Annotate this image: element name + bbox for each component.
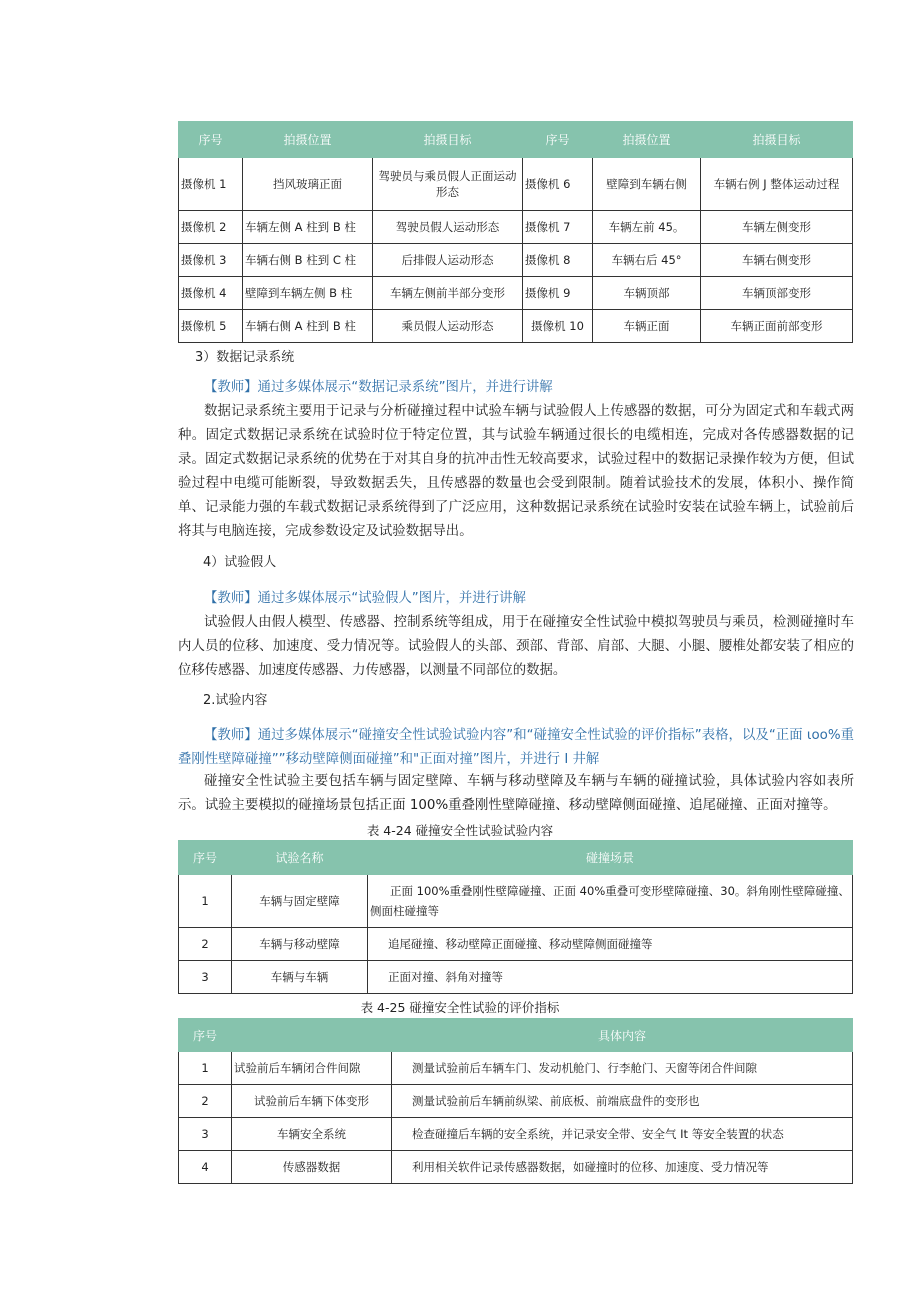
col-header: 碰撞场景 <box>368 841 853 875</box>
teacher-note: 【教师】通过多媒体展示“碰撞安全性试验试验内容”和“碰撞安全性试验的评价指标”表格，以及“正面 ιoo%重叠刚性壁障碰撞””移动壁障侧面碰撞”和"正面对撞”图片，并进行 I 井解 <box>178 728 854 767</box>
table-cell: 壁障到车辆左侧 B 柱 <box>243 277 373 310</box>
table-cell: 摄像机 5 <box>179 310 243 343</box>
table-cell: 检查碰撞后车辆的安全系统，并记录安全带、安全气 It 等安全装置的状态 <box>392 1118 853 1151</box>
table-cell: 利用相关软件记录传感器数据，如碰撞时的位移、加速度、受力情况等 <box>392 1151 853 1184</box>
col-header: 序号 <box>179 1019 232 1052</box>
section-heading: 2.试验内容 <box>203 693 268 708</box>
col-header: 拍摄目标 <box>373 122 523 158</box>
table-cell: 1 <box>179 875 232 928</box>
table-cell: 车辆右后 45° <box>593 244 701 277</box>
col-header: 序号 <box>179 841 232 875</box>
table-cell: 车辆左侧 A 柱到 B 柱 <box>243 211 373 244</box>
table-cell: 2 <box>179 928 232 961</box>
paragraph: 数据记录系统主要用于记录与分析碰撞过程中试验车辆与试验假人上传感器的数据，可分为固定式和车载式两种。固定式数据记录系统在试验时位于特定位置，其与试验车辆通过很长的电缆相连，完成对各传感器数据的记录。固定式数据记录系统的优势在于对其自身的抗冲击性无较高要求，试验过程中的数据记录操作较为方便，但试验过程中电缆可能断裂，导致数据丢失，且传感器的数量也会受到限制。随着试验技术的发展，体积小、操作简单、记录能力强的车载式数据记录系统得到了广泛应用，这种数据记录系统在试验时安装在试验车辆上，试验前后将其与电脑连接，完成参数设定及试验数据导出。 <box>178 404 854 539</box>
table-cell: 车辆右侧 B 柱到 C 柱 <box>243 244 373 277</box>
table-row <box>179 1118 853 1151</box>
table-cell: 摄像机 1 <box>179 158 243 211</box>
table-cell: 摄像机 4 <box>179 277 243 310</box>
col-header: 拍摄目标 <box>701 122 853 158</box>
table-cell: 车辆右例 J 整体运动过程 <box>701 158 853 211</box>
table-row <box>179 1085 853 1118</box>
table-cell: 车辆右侧变形 <box>701 244 853 277</box>
table-row <box>179 928 853 961</box>
section-heading: 3）数据记录系统 <box>195 350 295 365</box>
table-cell: 车辆左侧前半部分变形 <box>373 277 523 310</box>
col-header: 试验名称 <box>232 841 368 875</box>
col-header: 序号 <box>179 122 243 158</box>
table-cell: 壁障到车辆右侧 <box>593 158 701 211</box>
table-cell: 摄像机 7 <box>523 211 593 244</box>
teacher-note: 【教师】通过多媒体展示“试验假人”图片，并进行讲解 <box>204 591 526 606</box>
camera-table <box>178 121 853 343</box>
table-cell: 试验前后车辆下体变形 <box>232 1085 392 1118</box>
table-cell: 3 <box>179 1118 232 1151</box>
table-cell: 1 <box>179 1052 232 1085</box>
table-caption: 表 4-25 碰撞安全性试验的评价指标 <box>360 1000 560 1015</box>
table-cell: 追尾碰撞、移动壁障正面碰撞、移动壁障侧面碰撞等 <box>368 928 853 961</box>
paragraph: 碰撞安全性试验主要包括车辆与固定壁障、车辆与移动壁障及车辆与车辆的碰撞试验，具体试验内容如表所示。试验主要模拟的碰撞场景包括正面 100%重叠刚性壁障碰撞、移动壁障侧面碰撞、追尾碰撞、正面对撞等。 <box>178 774 854 813</box>
table-cell: 乘员假人运动形态 <box>373 310 523 343</box>
paragraph: 试验假人由假人模型、传感器、控制系统等组成，用于在碰撞安全性试验中模拟驾驶员与乘员，检测碰撞时车内人员的位移、加速度、受力情况等。试验假人的头部、颈部、背部、肩部、大腿、小腿、腰椎处都安装了相应的位移传感器、加速度传感器、力传感器，以测量不同部位的数据。 <box>178 615 854 678</box>
table-caption: 表 4-24 碰撞安全性试验试验内容 <box>366 823 554 838</box>
table-cell: 后排假人运动形态 <box>373 244 523 277</box>
table-cell: 车辆安全系统 <box>232 1118 392 1151</box>
table-header-row <box>179 841 853 875</box>
table-row <box>179 277 853 310</box>
table-cell: 摄像机 9 <box>523 277 593 310</box>
col-header: 序号 <box>523 122 593 158</box>
camera-table-header <box>179 122 853 158</box>
table-header-row <box>179 1019 853 1052</box>
table-cell: 4 <box>179 1151 232 1184</box>
table-row <box>179 310 853 343</box>
test-content-table <box>178 840 853 994</box>
table-cell: 测量试验前后车辆前纵梁、前底板、前端底盘件的变形也 <box>392 1085 853 1118</box>
table-row <box>179 961 853 994</box>
table-cell: 测量试验前后车辆车门、发动机舱门、行李舱门、天窗等闭合件间隙 <box>392 1052 853 1085</box>
table-row <box>179 1151 853 1184</box>
col-header: 拍摄位置 <box>243 122 373 158</box>
table-row <box>179 244 853 277</box>
table-cell: 试验前后车辆闭合件间隙 <box>232 1052 392 1085</box>
table-cell: 摄像机 6 <box>523 158 593 211</box>
table-cell: 驾驶员与乘员假人正面运动形态 <box>373 158 523 211</box>
table-cell: 车辆左前 45。 <box>593 211 701 244</box>
teacher-note: 【教师】通过多媒体展示“数据记录系统”图片，并进行讲解 <box>204 380 553 395</box>
col-header: 具体内容 <box>392 1019 853 1052</box>
table-cell: 摄像机 2 <box>179 211 243 244</box>
table-cell: 车辆右侧 A 柱到 B 柱 <box>243 310 373 343</box>
table-cell: 车辆顶部 <box>593 277 701 310</box>
evaluation-table <box>178 1018 853 1184</box>
table-cell: 摄像机 3 <box>179 244 243 277</box>
table-row <box>179 875 853 928</box>
table-cell: 车辆左侧变形 <box>701 211 853 244</box>
table-cell: 正面对撞、斜角对撞等 <box>368 961 853 994</box>
col-header: 拍摄位置 <box>593 122 701 158</box>
table-cell: 挡风玻璃正面 <box>243 158 373 211</box>
table-cell: 车辆正面 <box>593 310 701 343</box>
table-cell: 3 <box>179 961 232 994</box>
table-cell: 车辆与固定壁障 <box>232 875 368 928</box>
table-cell: 车辆与车辆 <box>232 961 368 994</box>
col-header <box>232 1019 392 1052</box>
table-cell: 摄像机 8 <box>523 244 593 277</box>
table-cell: 驾驶员假人运动形态 <box>373 211 523 244</box>
table-cell: 车辆顶部变形 <box>701 277 853 310</box>
table-row <box>179 1052 853 1085</box>
table-cell: 传感器数据 <box>232 1151 392 1184</box>
table-cell: 2 <box>179 1085 232 1118</box>
table-cell: 车辆正面前部变形 <box>701 310 853 343</box>
table-cell: 车辆与移动壁障 <box>232 928 368 961</box>
table-row <box>179 158 853 211</box>
table-cell: 正面 100%重叠刚性壁障碰撞、正面 40%重叠可变形壁障碰撞、30。斜角刚性壁障碰撞、侧面柱碰撞等 <box>368 875 853 928</box>
section-heading: 4）试验假人 <box>203 555 277 570</box>
table-row <box>179 211 853 244</box>
table-cell: 摄像机 10 <box>523 310 593 343</box>
